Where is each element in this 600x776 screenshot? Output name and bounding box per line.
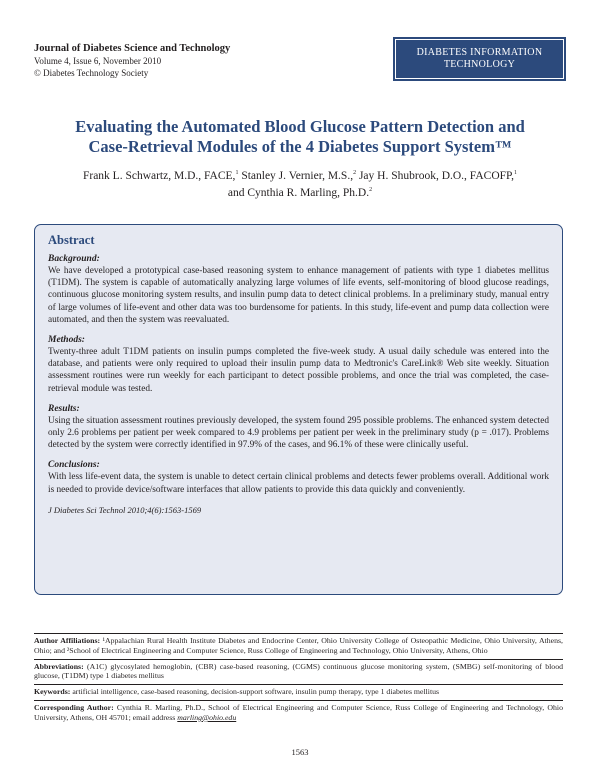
keywords bbox=[34, 684, 563, 700]
abbreviations-label: Abbreviations: bbox=[34, 661, 84, 671]
footnotes bbox=[34, 633, 563, 726]
section-badge bbox=[393, 37, 566, 81]
abbreviations bbox=[34, 659, 563, 685]
copyright-line: © Diabetes Technology Society bbox=[34, 68, 149, 78]
author-affiliation: 1 bbox=[235, 170, 239, 177]
authors-line2 bbox=[40, 185, 560, 202]
keywords-text: artificial intelligence, case-based reasoning, decision-support software, insulin pump therapy, type 1 diabetes mellitus bbox=[72, 687, 440, 697]
citation: J Diabetes Sci Technol 2010;4(6):1563-1569 bbox=[48, 504, 202, 515]
journal-header bbox=[34, 42, 394, 79]
corresponding-author bbox=[34, 700, 563, 726]
author-affiliation: 1 bbox=[514, 170, 518, 177]
article-title bbox=[40, 117, 560, 157]
results-text: Using the situation assessment routines previously developed, the system found 295 possible problems. The enhanced system detected only 2.6 problems per patient per week compared to 4.9 problems per patient per week in the preliminary study (p = .017). Problems detected by the system were correctly identified in 97.9% of the cases, and 96.1% of these were clinically useful. bbox=[48, 415, 549, 451]
title-line1: Evaluating the Automated Blood Glucose Pattern Detection and bbox=[75, 117, 525, 136]
author-list bbox=[40, 168, 560, 202]
conclusions-heading: Conclusions: bbox=[48, 460, 100, 471]
results-heading: Results: bbox=[48, 403, 80, 414]
journal-name: Journal of Diabetes Science and Technology bbox=[34, 43, 231, 54]
background-text: We have developed a prototypical case-based reasoning system to enhance management of patients with type 1 diabetes mellitus (T1DM). The system is capable of automatically analyzing large volumes of life events, self-monitoring of blood glucose readings, continuous glucose monitoring system results, and insulin pump data to detect clinical problems. In a preliminary study, manual entry of large volumes of life-event and other data was too burdensome for patients. In this study, life-event and pump data collection were automated, and then the system was reevaluated. bbox=[48, 266, 549, 325]
badge-line2: TECHNOLOGY bbox=[443, 59, 516, 70]
abstract-box bbox=[34, 224, 563, 595]
abstract-heading: Abstract bbox=[48, 233, 95, 247]
affiliations-text: ¹Appalachian Rural Health Institute Diabetes and Endocrine Center, Ohio University College of Osteopathic Medicine, Ohio University, Athens, Ohio; and ²School of Electrical Engineering and Computer Science, Russ College of Engineering and Technology, Ohio University, Athens, Ohio bbox=[34, 636, 563, 655]
title-line2: Case-Retrieval Modules of the 4 Diabetes Support System™ bbox=[88, 137, 512, 156]
page-number: 1563 bbox=[291, 747, 309, 757]
author-name: Stanley J. Vernier, M.S., bbox=[241, 170, 354, 182]
author-name: Frank L. Schwartz, M.D., FACE, bbox=[82, 170, 236, 182]
badge-line1: DIABETES INFORMATION bbox=[416, 47, 543, 58]
authors-line1 bbox=[40, 168, 560, 185]
abbreviations-text: (A1C) glycosylated hemoglobin, (CBR) case-based reasoning, (CGMS) continuous glucose monitoring system, (SMBG) self-monitoring of blood glucose, (T1DM) type 1 diabetes mellitus bbox=[34, 661, 563, 681]
author-affiliation: 2 bbox=[369, 187, 373, 194]
email-link[interactable]: marling@ohio.edu bbox=[177, 712, 237, 722]
corresponding-text: Cynthia R. Marling, Ph.D., School of Electrical Engineering and Computer Science, Russ College of Engineering and Technology, Ohio University, Athens, OH 45701; email address bbox=[34, 702, 563, 722]
conclusions-text: With less life-event data, the system is unable to detect certain clinical problems and detects fewer problems overall. Additional work is needed to provide device/software interfaces that allow patients to provide this data quickly and conveniently. bbox=[48, 472, 549, 495]
corresponding-label: Corresponding Author: bbox=[34, 702, 114, 712]
background-heading: Background: bbox=[48, 254, 100, 264]
affiliations-label: Author Affiliations: bbox=[34, 636, 101, 645]
keywords-label: Keywords: bbox=[34, 687, 71, 697]
author-affiliations bbox=[34, 633, 563, 659]
author-name: and Cynthia R. Marling, Ph.D. bbox=[227, 187, 370, 199]
issue-line: Volume 4, Issue 6, November 2010 bbox=[34, 56, 162, 66]
methods-heading: Methods: bbox=[48, 335, 85, 346]
methods-text: Twenty-three adult T1DM patients on insulin pumps completed the five-week study. A usual daily schedule was entered into the database, and patients were only required to upload their insulin pump data to Medtronic's CareLink® Web site weekly. Situation assessment routines were run weekly for each participant to detect possible problems, and once the trial was completed, the case-retrieval module was tested. bbox=[48, 347, 549, 394]
author-affiliation: 2 bbox=[353, 170, 357, 177]
author-name: Jay H. Shubrook, D.O., FACOFP, bbox=[358, 170, 515, 182]
